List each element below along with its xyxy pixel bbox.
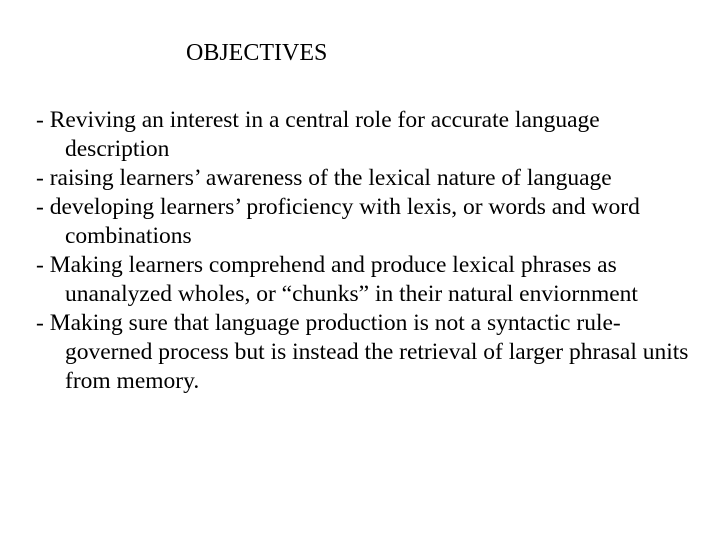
objectives-list bbox=[36, 106, 696, 396]
objective-item: - Making sure that language production is not a syntactic rule-governed process but is instead the retrieval of larger phrasal units from memory. bbox=[36, 310, 689, 394]
slide-title: OBJECTIVES bbox=[186, 40, 328, 66]
objective-item: - Reviving an interest in a central role for accurate language description bbox=[36, 107, 600, 162]
objective-item: - developing learners’ proficiency with lexis, or words and word combinations bbox=[36, 194, 640, 249]
objective-item: - raising learners’ awareness of the lexical nature of language bbox=[36, 165, 612, 191]
objective-item: - Making learners comprehend and produce lexical phrases as unanalyzed wholes, or “chunks” in their natural enviornment bbox=[36, 252, 638, 307]
